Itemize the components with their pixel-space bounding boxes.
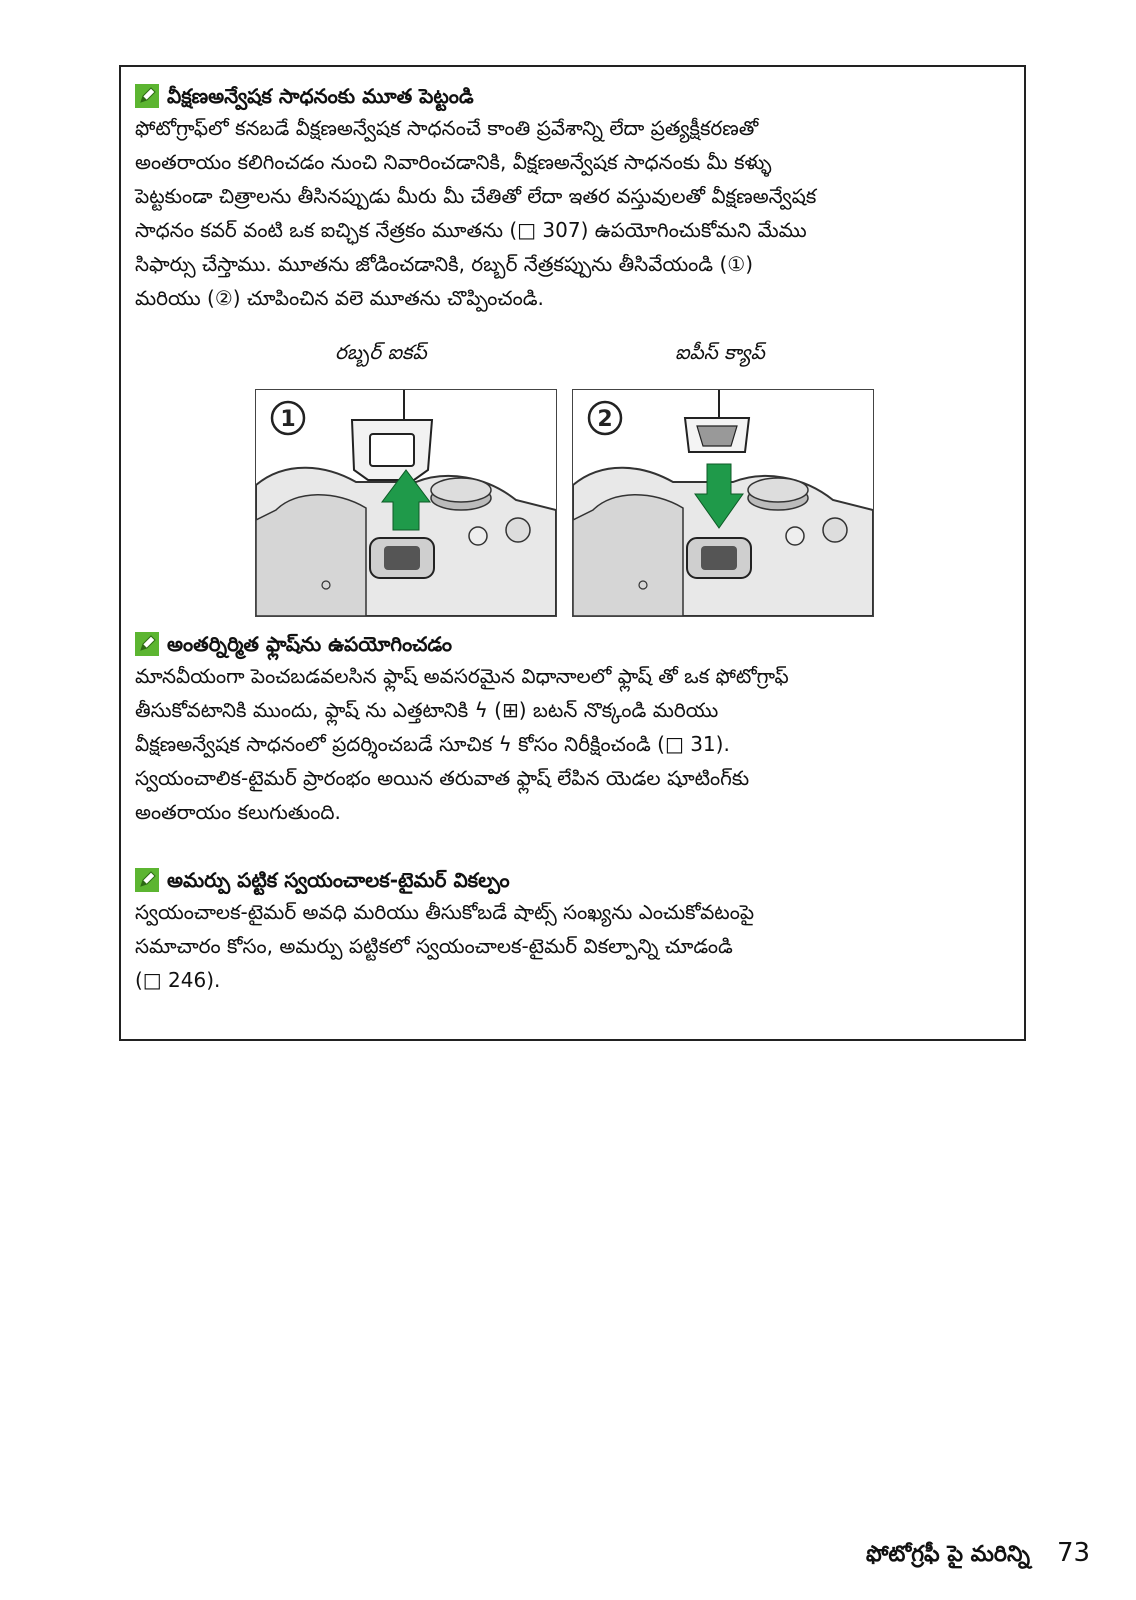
note-title: అమర్పు పట్టిక స్వయంచాలక-టైమర్ వికల్పం <box>167 868 510 892</box>
illustration-remove-eyecup <box>255 389 557 617</box>
caption-eyepiece-cap: ఐపీస్ క్యాప్ <box>675 340 765 364</box>
note-line: స్వయంచాలిక-టైమర్ ప్రారంభం అయిన తరువాత ఫ్లాష్ లేపిన యెడల షూటింగ్‌కు <box>135 766 750 790</box>
note-line: సమాచారం కోసం, అమర్పు పట్టికలో స్వయంచాలక-టైమర్ వికల్పాన్ని చూడండి <box>135 934 733 958</box>
camera-eyecup-removal-illustration <box>256 390 556 616</box>
note-line: తీసుకోవటానికి ముందు, ఫ్లాష్ ను ఎత్తటానికి ϟ (⊞) బటన్ నొక్కండి మరియు <box>135 698 719 722</box>
page-number: 73 <box>1057 1538 1091 1568</box>
note-heading <box>135 865 1010 895</box>
svg-text:2: 2 <box>597 407 613 432</box>
note-line: అంతరాయం కలుగుతుంది. <box>135 800 341 824</box>
camera-eyepiece-cap-illustration <box>573 390 873 616</box>
caption-rubber-eyecup: రబ్బర్ ఐకప్ <box>335 340 427 364</box>
note-heading <box>135 81 1010 111</box>
footer-section-title: ఫోటోగ్రఫీ పై మరిన్ని <box>866 1542 1030 1567</box>
note-line: (□ 246). <box>135 968 221 992</box>
note-eyepiece-cap <box>135 81 1010 315</box>
note-line: మరియు (②) చూపించిన వలె మూతను చొప్పించండి. <box>135 286 544 310</box>
note-line: ఫోటోగ్రాఫ్‌లో కనబడే వీక్షణఅన్వేషక సాధనంచే కాంతి ప్రవేశాన్ని లేదా ప్రత్యక్షీకరణతో <box>135 116 759 140</box>
notes-box <box>119 65 1026 1041</box>
pencil-note-icon <box>135 868 159 892</box>
note-built-in-flash <box>135 629 1010 829</box>
pencil-note-icon <box>135 84 159 108</box>
note-line: వీక్షణఅన్వేషక సాధనంలో ప్రదర్శించబడే సూచిక ϟ కోసం నిరీక్షించండి (□ 31). <box>135 732 730 756</box>
note-line: మానవీయంగా పెంచబడవలసిన ఫ్లాష్ అవసరమైన విధానాలలో ఫ్లాష్ తో ఒక ఫోటోగ్రాఫ్ <box>135 664 789 688</box>
note-line: సాధనం కవర్ వంటి ఒక ఐచ్ఛిక నేత్రకం మూతను (□ 307) ఉపయోగించుకోమని మేము <box>135 218 807 242</box>
note-self-timer-option <box>135 865 1010 997</box>
note-line: అంతరాయం కలిగించడం నుంచి నివారించడానికి, వీక్షణఅన్వేషక సాధనంకు మీ కళ్ళు <box>135 150 772 174</box>
svg-text:1: 1 <box>280 407 296 432</box>
note-title: వీక్షణఅన్వేషక సాధనంకు మూత పెట్టండి <box>167 84 474 108</box>
note-title: అంతర్నిర్మిత ఫ్లాష్‌ను ఉపయోగించడం <box>167 632 453 656</box>
illustration-attach-eyepiece-cap <box>572 389 874 617</box>
note-line: స్వయంచాలక-టైమర్ అవధి మరియు తీసుకోబడే షాట్స్ సంఖ్యను ఎంచుకోవటంపై <box>135 900 755 924</box>
note-heading <box>135 629 1010 659</box>
pencil-note-icon <box>135 632 159 656</box>
note-line: సిఫార్సు చేస్తాము. మూతను జోడించడానికి, రబ్బర్ నేత్రకప్పును తీసివేయండి (①) <box>135 252 753 276</box>
note-line: పెట్టకుండా చిత్రాలను తీసినప్పుడు మీరు మీ చేతితో లేదా ఇతర వస్తువులతో వీక్షణఅన్వేషక <box>135 184 817 208</box>
